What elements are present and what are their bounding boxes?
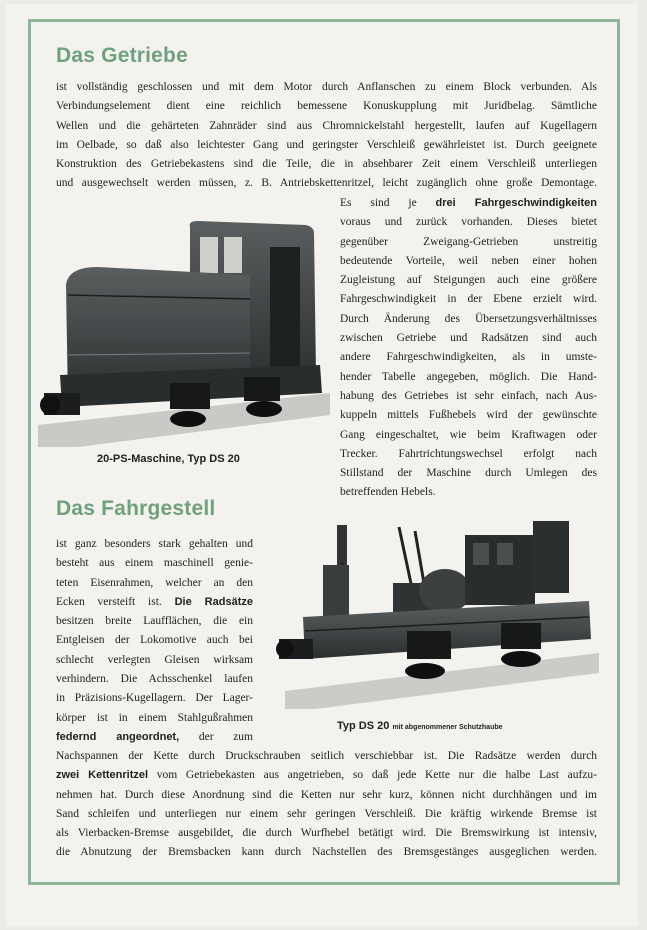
text-line: Wellen und die gehärteten Zahnräder sind aus Chromnickelstahl hergestellt, laufen auf Kugellagern	[56, 119, 597, 132]
heading-getriebe: Das Getriebe	[56, 44, 188, 67]
text-line: nehmen hat. Durch diese Anordnung sind die Ketten nur sehr kurz, können nicht durchhängen und im	[56, 788, 597, 801]
text-line: habung des Getriebes ist sehr einfach, nach Aus-	[340, 389, 597, 402]
text-line: Gang eingeschaltet, wie beim Kraftwagen oder	[340, 428, 597, 441]
text-line: gegenüber Zweigang-Getrieben unstreitig	[340, 235, 597, 248]
text-line: Entgleisen der Lokomotive auch bei	[56, 634, 253, 647]
heading-fahrgestell: Das Fahrgestell	[56, 497, 216, 520]
text-line: andere Fahrgeschwindigkeiten, als in umste-	[340, 351, 597, 364]
text-line: und ausgewechselt werden müssen, z. B. Antriebskettenritzel, leicht zugänglich ohne große Demontage.	[56, 177, 597, 190]
text-line: besitzen breite Laufflächen, die ein	[56, 615, 253, 628]
text-line: Fahrgeschwindigkeit in der Ebene erzielt wird.	[340, 293, 597, 306]
text-line: zwischen Getriebe und Radsätzen sind auch	[340, 332, 597, 345]
text-line: in Präzisions-Kugellagern. Der Lager-	[56, 692, 253, 705]
fahrgestell-left-column	[56, 535, 253, 747]
text-line: Zugleistung auf Steigungen auch eine größere	[340, 274, 597, 287]
text-line: kuppeln mittels Fußhebels wird der gewünschte	[340, 409, 597, 422]
text-line: Verbindungselement dient eine reichlich bemessene Konuskupplung mit Juridbelag. Sämtliche	[56, 100, 597, 113]
photo-caption: 20-PS-Maschine, Typ DS 20	[97, 453, 240, 465]
text-line: verhindern. Die Achsschenkel laufen	[56, 673, 253, 686]
text-line: teten Eisenrahmen, welcher an den	[56, 576, 253, 589]
text-line: hender Tabelle angegeben, möglich. Die Hand-	[340, 370, 597, 383]
text-line: federnd angeordnet, der zum	[56, 730, 254, 743]
text-line: Stillstand der Maschine durch Umlegen des	[340, 467, 597, 480]
text-line: schlecht verlegten Gleisen wirksam	[56, 653, 253, 666]
locomotive-photo	[38, 215, 330, 447]
getriebe-right-column	[340, 194, 597, 503]
text-line: bedeutende Vorteile, weil neben einer hohen	[340, 254, 597, 267]
text-line: voraus und zurück vorhanden. Dieses bietet	[340, 216, 597, 229]
text-line: ist vollständig geschlossen und mit dem Motor durch Anflanschen zu einem Block verbunden. Als	[56, 81, 597, 93]
text-line: besteht aus einem maschinell genie-	[56, 557, 253, 570]
text-line: zwei Kettenritzel vom Getriebekasten aus angetrieben, so daß jede Kette nur die halbe Last aufzu-	[56, 769, 597, 782]
getriebe-paragraph	[56, 78, 597, 194]
text-line: ist ganz besonders stark gehalten und	[56, 538, 253, 550]
text-line: die Abnutzung der Bremsbacken kann durch Nachstellen des Bremsgestänges ausgeglichen werden.	[56, 846, 597, 859]
text-line: Nachspannen der Kette durch Druckschrauben seitlich verschiebbar ist. Die Radsätze werden durch	[56, 750, 597, 762]
text-line: Trecker. Fahrtrichtungswechsel erfolgt nach	[340, 447, 597, 460]
photo-caption: Typ DS 20 mit abgenommener Schutzhaube	[337, 720, 503, 732]
text-line: betreffenden Hebels.	[340, 486, 436, 499]
text-line: Es sind je drei Fahrgeschwindigkeiten	[340, 197, 597, 209]
text-line: Ecken versteift ist. Die Radsätze	[56, 595, 253, 608]
text-line: Konstruktion des Getriebekastens sind die Teile, die in absehbarer Zeit einem Verschleiß unterliegen	[56, 158, 597, 171]
text-line: Sand schleifen und unterliegen nur einem sehr geringen Verschleiß. Die kräftig wirkende Bremse ist	[56, 807, 597, 820]
fahrgestell-paragraph	[56, 747, 597, 863]
text-line: im Oelbade, so daß also leichtester Gang und geringster Verschleiß gewährleistet ist. Durch geeignete	[56, 138, 597, 151]
text-line: körper ist in einem Stahlgußrahmen	[56, 711, 253, 724]
text-line: als Vierbacken-Bremse ausgebildet, die durch Wurfhebel betätigt wird. Die Bremswirkung ist intensiv,	[56, 827, 597, 840]
text-line: Durch Änderung des Übersetzungsverhältnisses	[340, 312, 597, 325]
chassis-photo	[275, 513, 599, 709]
